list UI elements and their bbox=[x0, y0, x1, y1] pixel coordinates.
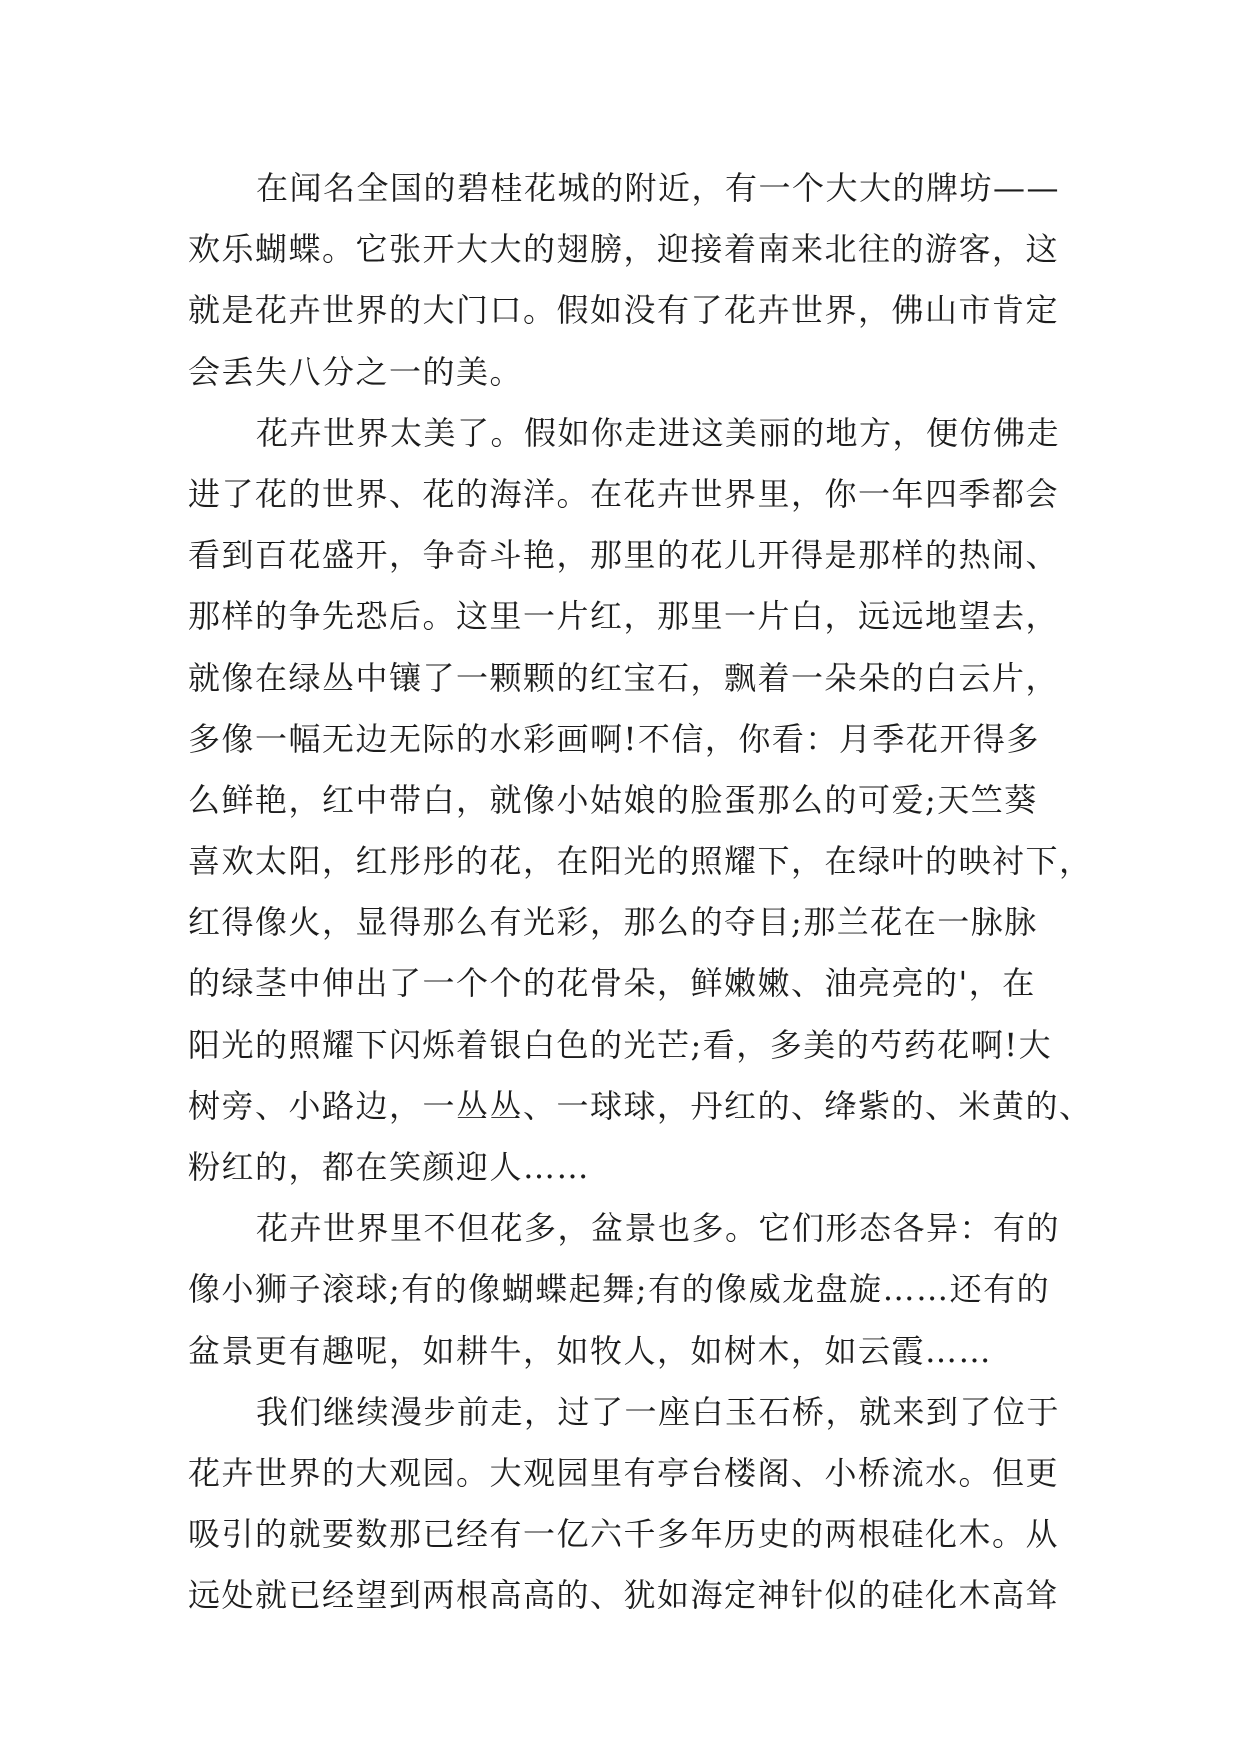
text-line: 在闻名全国的碧桂花城的附近，有一个大大的牌坊—— bbox=[256, 169, 1061, 207]
text-line: 我们继续漫步前走，过了一座白玉石桥，就来到了位于 bbox=[256, 1392, 1061, 1431]
paragraph-2 bbox=[188, 403, 1093, 1198]
text-line: 喜欢太阳，红彤彤的花，在阳光的照耀下，在绿叶的映衬下， bbox=[188, 842, 1093, 881]
document-body bbox=[188, 158, 1093, 1627]
text-line: 进了花的世界、花的海洋。在花卉世界里，你一年四季都会 bbox=[188, 474, 1060, 513]
text-line: 的绿茎中伸出了一个个的花骨朵，鲜嫩嫩、油亮亮的'，在 bbox=[188, 964, 1036, 1003]
text-line: 像小狮子滚球;有的像蝴蝶起舞;有的像威龙盘旋……还有的 bbox=[188, 1270, 1051, 1309]
paragraph-1 bbox=[188, 158, 1061, 403]
text-line: 粉红的，都在笑颜迎人…… bbox=[188, 1148, 591, 1186]
text-line: 树旁、小路边，一丛丛、一球球，丹红的、绛紫的、米黄的、 bbox=[188, 1086, 1093, 1125]
text-line: 会丢失八分之一的美。 bbox=[188, 352, 524, 391]
text-line: 阳光的照耀下闪烁着银白色的光芒;看，多美的芍药花啊!大 bbox=[188, 1025, 1053, 1064]
paragraph-3 bbox=[188, 1198, 1061, 1382]
text-line: 吸引的就要数那已经有一亿六千多年历史的两根硅化木。从 bbox=[188, 1515, 1060, 1554]
text-line: 就是花卉世界的大门口。假如没有了花卉世界，佛山市肯定 bbox=[188, 291, 1060, 330]
text-line: 盆景更有趣呢，如耕牛，如牧人，如树木，如云霞…… bbox=[188, 1331, 993, 1370]
text-line: 欢乐蝴蝶。它张开大大的翅膀，迎接着南来北往的游客，这 bbox=[188, 230, 1060, 269]
text-line: 花卉世界里不但花多，盆景也多。它们形态各异：有的 bbox=[256, 1209, 1061, 1248]
text-line: 那样的争先恐后。这里一片红，那里一片白，远远地望去， bbox=[188, 597, 1060, 636]
text-line: 就像在绿丛中镶了一颗颗的红宝石，飘着一朵朵的白云片， bbox=[188, 658, 1060, 697]
paragraph-4 bbox=[188, 1382, 1061, 1627]
text-line: 远处就已经望到两根高高的、犹如海定神针似的硅化木高耸 bbox=[188, 1576, 1060, 1615]
text-line: 花卉世界太美了。假如你走进这美丽的地方，便仿佛走 bbox=[256, 413, 1061, 452]
text-line: 看到百花盛开，争奇斗艳，那里的花儿开得是那样的热闹、 bbox=[188, 536, 1060, 575]
text-line: 红得像火，显得那么有光彩，那么的夺目;那兰花在一脉脉 bbox=[188, 903, 1038, 942]
text-line: 花卉世界的大观园。大观园里有亭台楼阁、小桥流水。但更 bbox=[188, 1453, 1060, 1492]
text-line: 多像一幅无边无际的水彩画啊!不信，你看：月季花开得多 bbox=[188, 719, 1040, 758]
text-line: 么鲜艳，红中带白，就像小姑娘的脸蛋那么的可爱;天竺葵 bbox=[188, 780, 1038, 819]
